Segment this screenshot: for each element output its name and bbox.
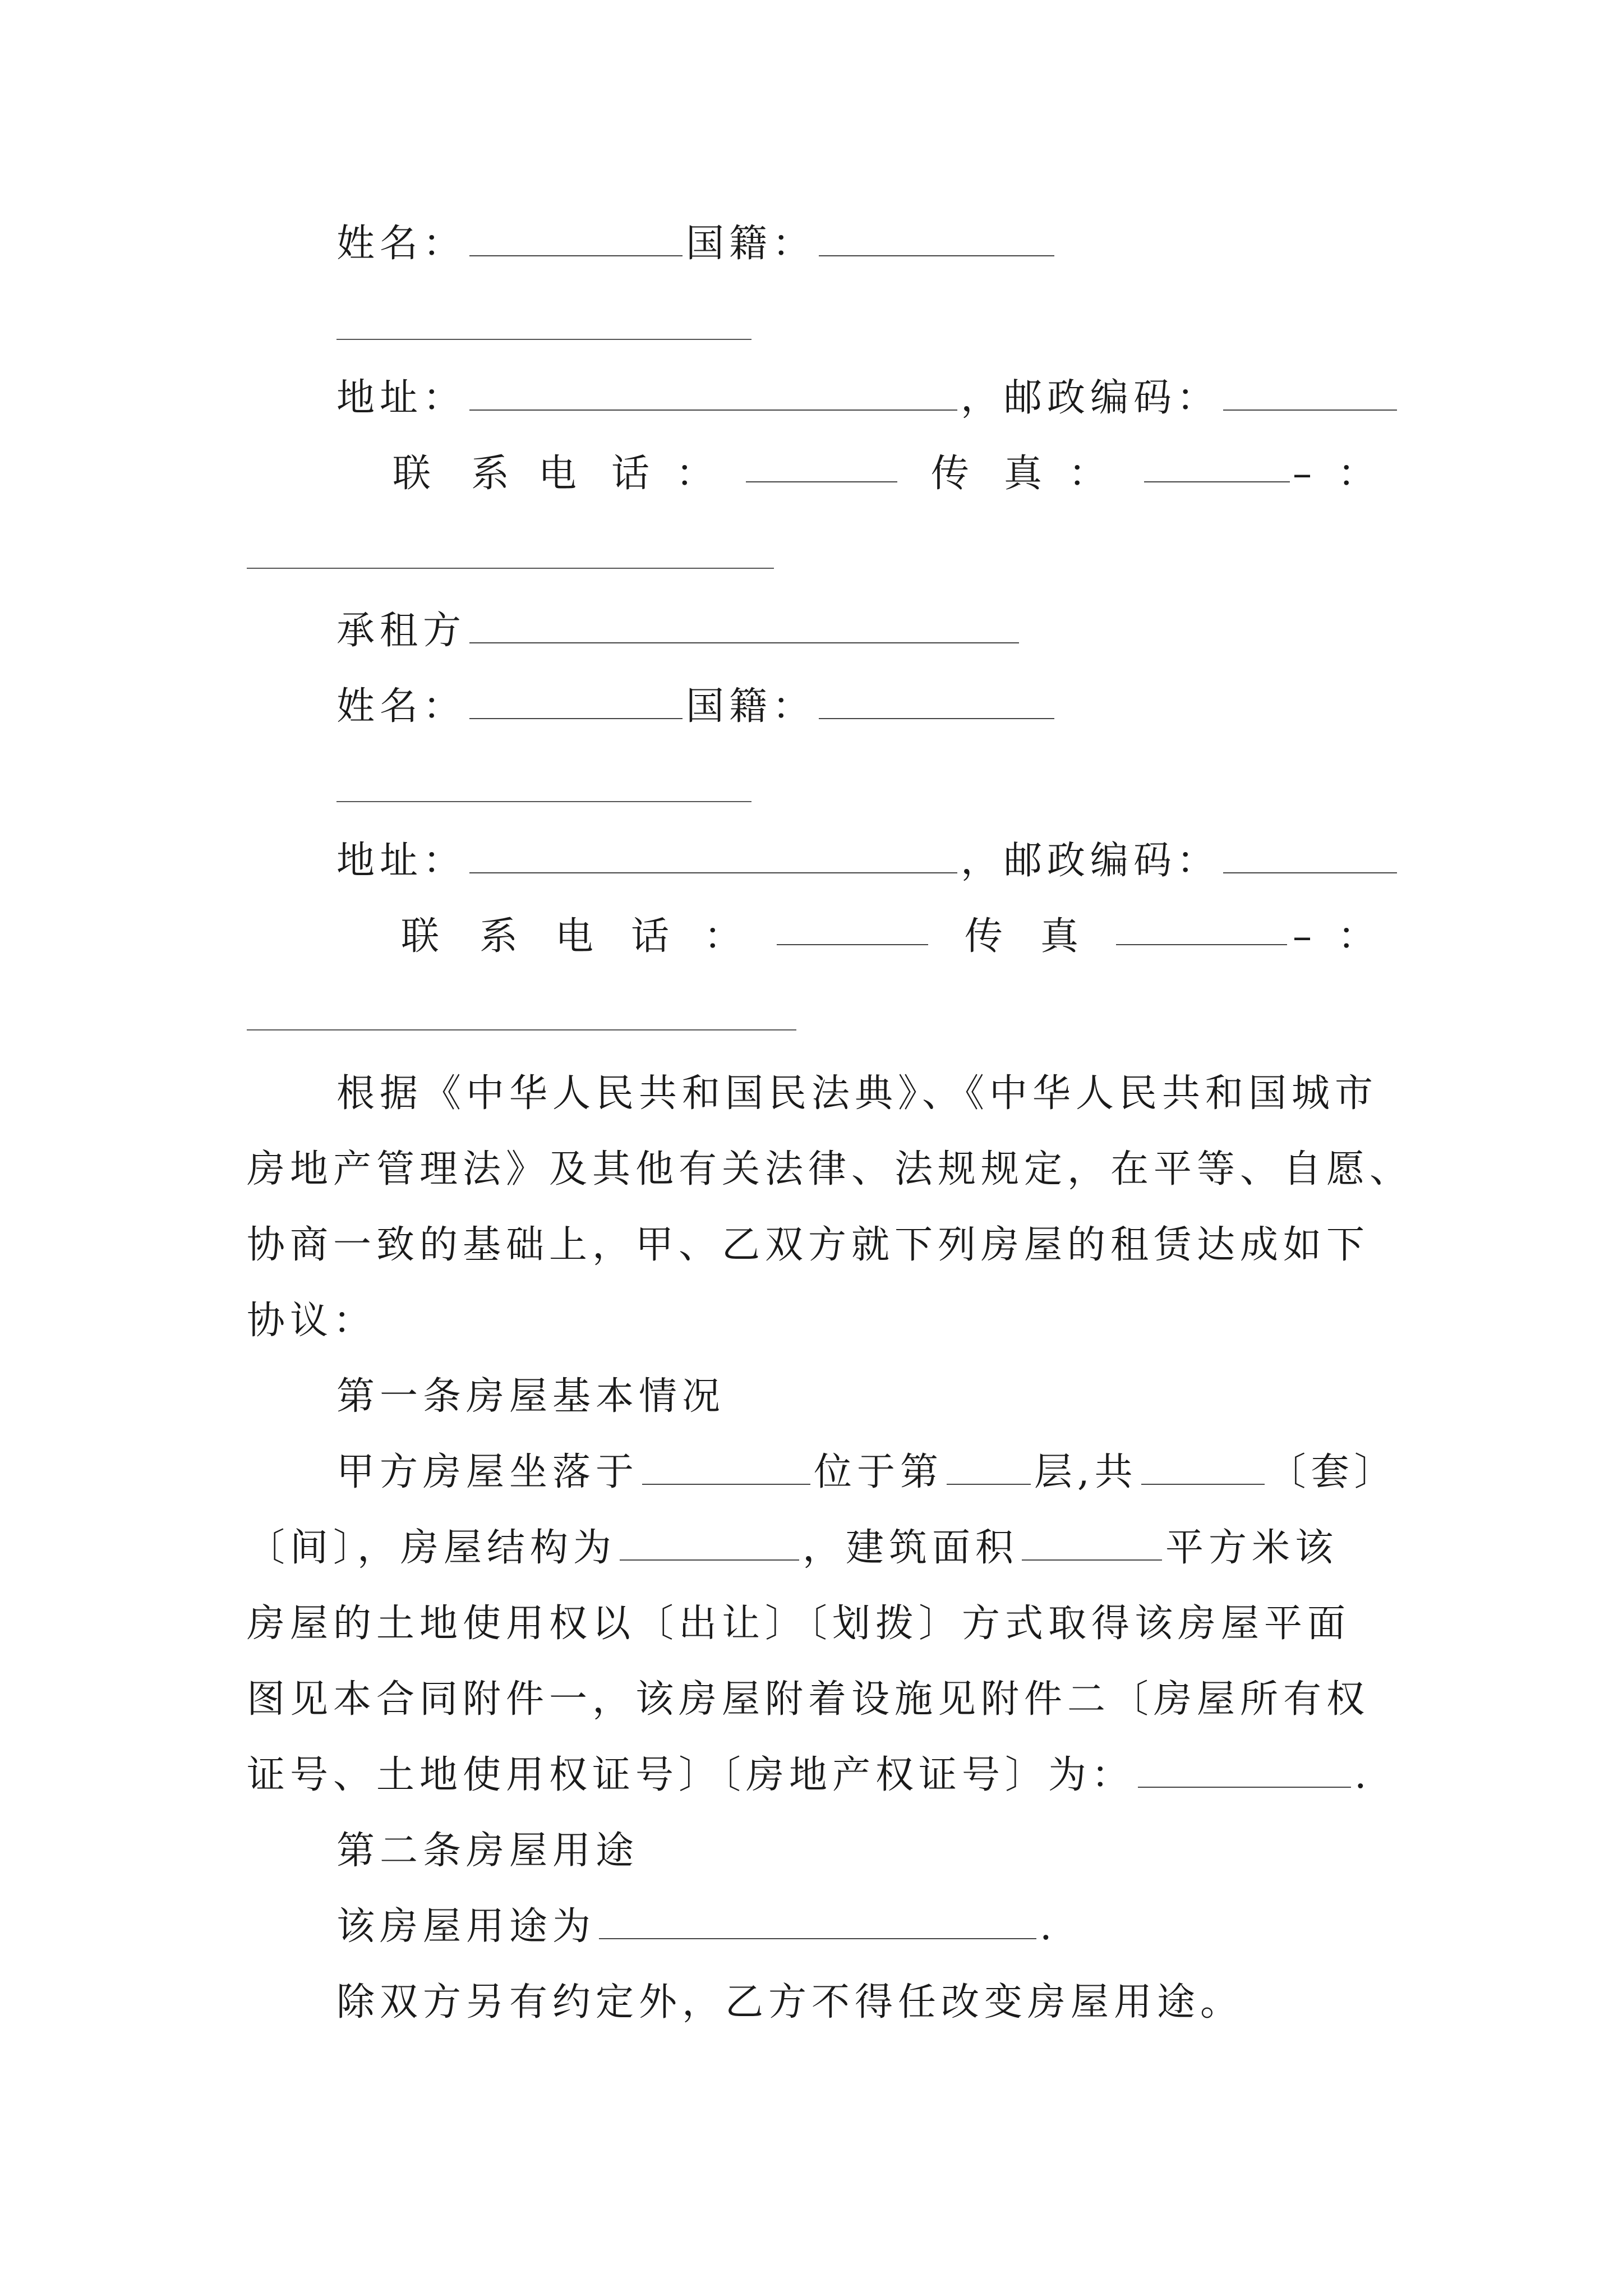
lessor-phone-char: 系	[471, 452, 510, 496]
article1-structure-label: 〔间〕，房屋结构为	[247, 1526, 617, 1570]
lessor-phone-char: ：	[676, 452, 714, 496]
article1-area-unit: 平方米该	[1165, 1526, 1339, 1570]
lessor-nationality-field[interactable]	[819, 223, 1054, 256]
lessor-contact-continuation-line[interactable]	[247, 568, 774, 569]
lessee-phone-char: 系	[479, 914, 518, 959]
article1-title: 第一条房屋基本情况	[336, 1374, 726, 1419]
lessee-heading-row	[336, 606, 1022, 656]
lessee-nationality-field[interactable]	[819, 685, 1054, 719]
lessee-heading-field[interactable]	[469, 610, 1019, 643]
lessee-fax-field[interactable]	[1116, 912, 1287, 945]
lessor-name-label: 姓名：	[336, 222, 467, 266]
preamble-line: 房地产管理法》及其他有关法律、法规规定，在平等、自愿、	[247, 1147, 1413, 1191]
article1-location-label: 甲方房屋坐落于	[336, 1450, 639, 1494]
article1-certificate-field[interactable]	[1138, 1754, 1351, 1788]
lessor-fax-char: ：	[1068, 452, 1107, 496]
article1-floor-label: 位于第	[814, 1450, 944, 1494]
preamble-line: 协议：	[247, 1299, 377, 1343]
lessor-postcode-label: ，邮政编码：	[961, 376, 1220, 420]
article1-line2	[247, 1523, 1338, 1573]
lessor-address-field[interactable]	[469, 377, 957, 411]
lessor-fax-dash: –	[1293, 452, 1312, 496]
article1-floor-field[interactable]	[947, 1451, 1031, 1485]
lessee-phone-char: 联	[401, 914, 440, 959]
lessor-phone-char: 电	[538, 452, 577, 496]
article1-line4: 图见本合同附件一，该房屋附着设施见附件二〔房屋所有权	[247, 1677, 1370, 1722]
lessee-name-row	[336, 682, 1058, 732]
article1-location-field[interactable]	[642, 1451, 810, 1485]
lessee-address-field[interactable]	[469, 840, 957, 873]
article1-line5	[247, 1750, 1372, 1801]
lessee-fax-colon: ：	[1338, 914, 1376, 959]
article2-restriction: 除双方另有约定外，乙方不得任改变房屋用途。	[336, 1980, 1244, 2024]
article2-use-row	[336, 1902, 1057, 1952]
lessor-fax-char: 传	[931, 452, 970, 496]
article1-structure-field[interactable]	[620, 1527, 799, 1561]
preamble-line: 根据《中华人民共和国民法典》、《中华人民共和国城市	[336, 1071, 1378, 1116]
lessee-fax-dash: –	[1293, 914, 1312, 959]
article1-period: .	[1354, 1753, 1372, 1797]
lessee-fax-char: 真	[1040, 914, 1079, 959]
preamble-line: 协商一致的基础上，甲、乙双方就下列房屋的租赁达成如下	[247, 1223, 1370, 1267]
article2-title: 第二条房屋用途	[336, 1829, 639, 1873]
lessee-address-label: 地址：	[336, 839, 467, 883]
lessor-postcode-field[interactable]	[1223, 377, 1397, 411]
lessor-phone-field[interactable]	[746, 449, 897, 482]
lessee-name-label: 姓名：	[336, 684, 467, 729]
lessee-fax-char: 传	[965, 914, 1003, 959]
article2-use-field[interactable]	[599, 1906, 1036, 1939]
lessor-name-field[interactable]	[469, 223, 683, 256]
lessee-postcode-label: ，邮政编码：	[961, 839, 1220, 883]
lessor-address-label: 地址：	[336, 376, 467, 420]
article1-area-label: ，建筑面积	[803, 1526, 1019, 1570]
article2-period: .	[1040, 1904, 1057, 1949]
lessee-contact-row	[0, 912, 1623, 962]
lessor-nationality-continuation-line[interactable]	[336, 339, 751, 340]
article2-use-label: 该房屋用途为	[336, 1904, 596, 1949]
article1-unit-label: 〔套〕	[1267, 1450, 1398, 1494]
lessee-heading: 承租方	[336, 609, 467, 653]
lessee-phone-char: 电	[555, 914, 594, 959]
lessor-phone-char: 话	[611, 452, 650, 496]
lessor-address-row	[336, 373, 1400, 424]
lessee-phone-char: ：	[704, 914, 743, 959]
lessor-fax-colon: ：	[1338, 452, 1376, 496]
lessor-name-row	[336, 219, 1058, 269]
lessor-phone-char: 联	[393, 452, 431, 496]
article1-total-field[interactable]	[1141, 1451, 1265, 1485]
lessee-nationality-label: 国籍：	[686, 684, 816, 729]
article1-line3: 房屋的土地使用权以〔出让〕〔划拨〕方式取得该房屋平面	[247, 1602, 1351, 1646]
lessee-address-row	[336, 836, 1400, 886]
lessee-phone-field[interactable]	[777, 912, 928, 945]
lessee-phone-char: 话	[631, 914, 670, 959]
article1-total-label: 层,共	[1034, 1450, 1138, 1494]
article1-area-field[interactable]	[1022, 1527, 1162, 1561]
lessor-nationality-label: 国籍：	[686, 222, 816, 266]
lessor-contact-row	[0, 449, 1623, 499]
lessee-nationality-continuation-line[interactable]	[336, 801, 751, 802]
article1-line1	[336, 1447, 1398, 1498]
lessee-name-field[interactable]	[469, 685, 683, 719]
lessor-fax-field[interactable]	[1144, 449, 1290, 482]
article1-certificate-label: 证号、土地使用权证号〕〔房地产权证号〕为：	[247, 1753, 1135, 1797]
lessee-contact-continuation-line[interactable]	[247, 1029, 796, 1030]
lessee-postcode-field[interactable]	[1223, 840, 1397, 873]
lessor-fax-char: 真	[1004, 452, 1043, 496]
